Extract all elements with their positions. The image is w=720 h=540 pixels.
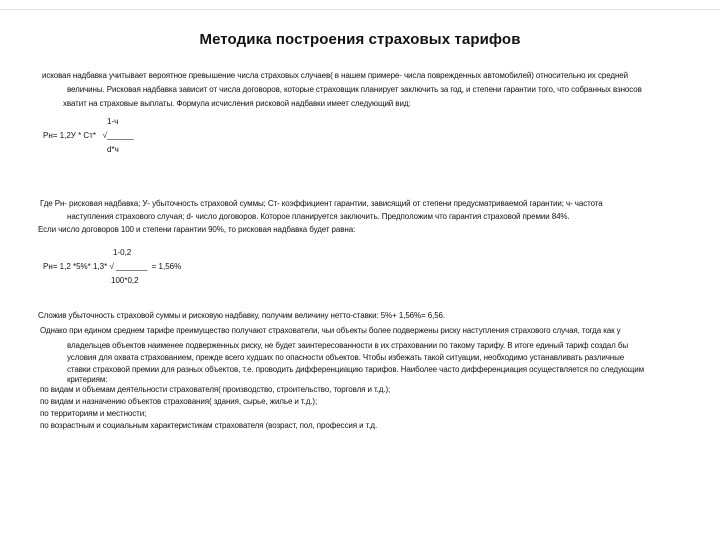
paragraph1-line3: хватит на страховые выплаты. Формула исчисления рисковой надбавки имеет следующий вид:	[63, 99, 411, 108]
paragraph4-line1: Однако при едином среднем тарифе преимущество получают страхователи, чьи объекты более подвержены риску наступления страхового случая, тогда как у	[40, 326, 621, 335]
paragraph4-line5: критериям:	[67, 375, 108, 384]
formula1-numerator: 1-ч	[107, 117, 119, 126]
formula2-numerator: 1-0,2	[113, 248, 132, 257]
slide-title: Методика построения страховых тарифов	[199, 31, 521, 48]
criteria-item-4: по возрастным и социальным характеристикам страхователя (возраст, пол, профессия и т.д.	[40, 421, 378, 430]
paragraph2-line3: Если число договоров 100 и степени гарантии 90%, то рисковая надбавка будет равна:	[38, 225, 356, 234]
paragraph4-line2: владельцев объектов наименее подверженных риску, не будет заинтересованности в их страховании по такому тарифу. В итоге единый тариф создал бы	[67, 341, 628, 350]
formula2-denominator: 100*0,2	[111, 276, 139, 285]
criteria-item-2: по видам и назначению объектов страхования( здания, сырье, жилье и т.д.);	[40, 397, 318, 406]
paragraph4-line3: условия для охвата страхованием, прежде всего худших по опасности объектов. Чтобы избежать такой ситуации, необходимо устанавливать различные	[67, 353, 625, 362]
top-border-line	[0, 9, 720, 10]
paragraph1-line2: величины. Рисковая надбавка зависит от числа договоров, которые страховщик планирует заключить за год, и степени гарантии того, что собранных взносов	[67, 85, 642, 94]
criteria-item-3: по территориям и местности;	[40, 409, 147, 418]
paragraph1-line1: исковая надбавка учитывает вероятное превышение числа страховых случаев( в нашем примере- числа поврежденных автомобилей) относительно их средней	[42, 71, 628, 80]
formula1-denominator: d*ч	[107, 145, 119, 154]
paragraph2-line2: наступления страхового случая; d- число договоров. Которое планируется заключить. Предположим что гарантия страховой премии 84%.	[67, 212, 570, 221]
paragraph2-line1: Где Рн- рисковая надбавка; У- убыточность страховой суммы; Ст- коэффициент гарантии, зависящий от степени предусматриваемой гарантии; ч- частота	[40, 199, 603, 208]
formula2-expression: Рн= 1,2 *5%* 1,3* √ _______ = 1,56%	[43, 262, 182, 271]
formula1-expression: Рн= 1,2У * Ст* √______	[43, 131, 134, 140]
paragraph4-line4: ставки страховой премии для разных объектов, т.е. проводить дифференциацию тарифов. Наиболее часто дифференциация осуществляется по следующим	[67, 365, 644, 374]
criteria-item-1: по видам и объемам деятельности страхователя( производство, строительство, торговля и т.д.);	[40, 385, 391, 394]
paragraph3-line1: Сложив убыточность страховой суммы и рисковую надбавку, получим величину нетто-ставки: 5%+ 1,56%= 6,56.	[38, 311, 446, 320]
